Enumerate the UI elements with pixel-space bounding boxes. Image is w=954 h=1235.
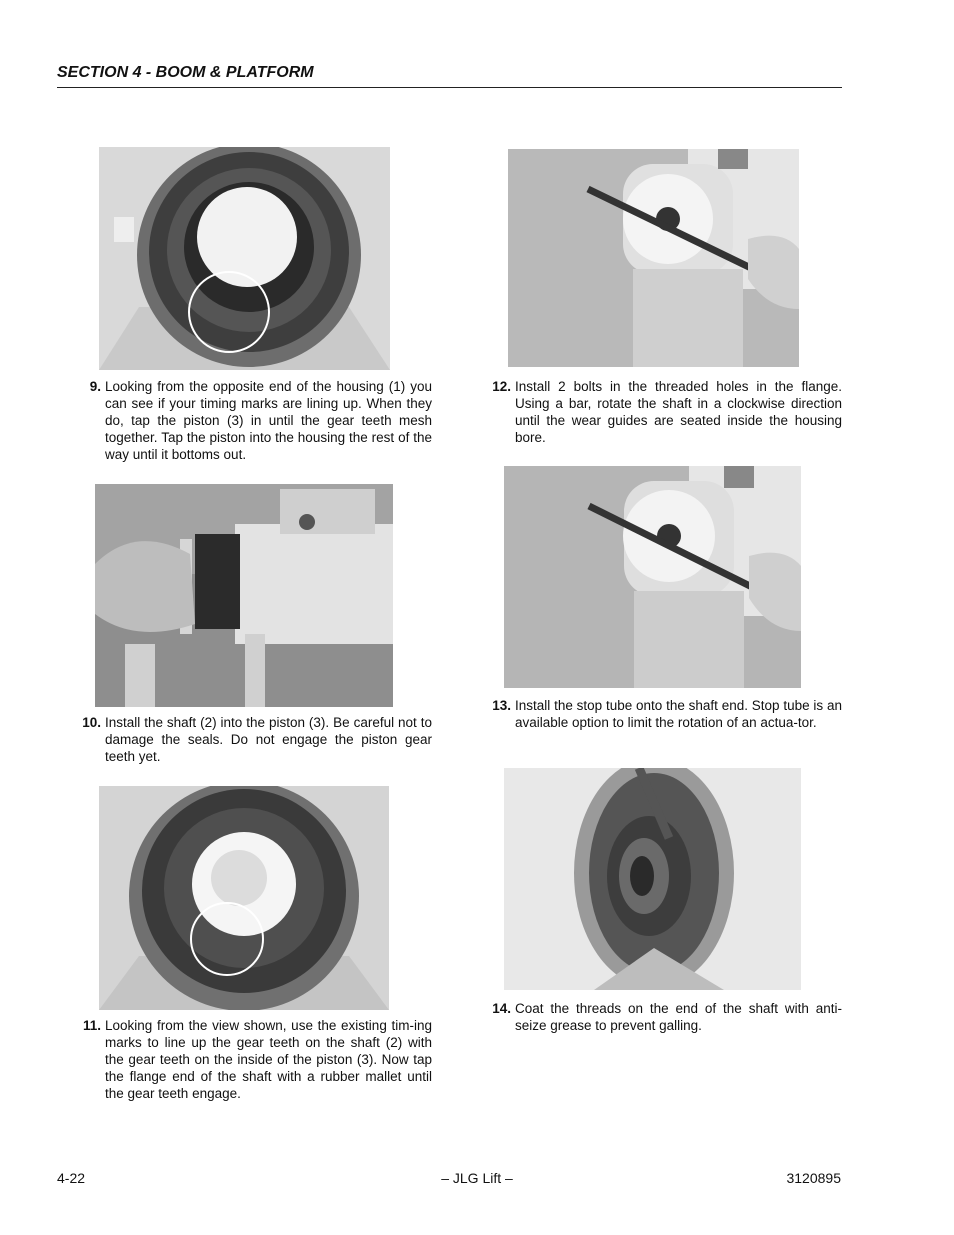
section-header: SECTION 4 - BOOM & PLATFORM [57, 64, 842, 88]
step-10 [82, 714, 432, 765]
step-12 [492, 378, 842, 446]
step-number: 10. [82, 715, 101, 730]
page-number: 4-22 [57, 1170, 86, 1186]
step-13 [492, 697, 842, 731]
photo-step-11 [99, 786, 389, 1010]
step-9 [89, 378, 432, 463]
photo-step-10 [95, 484, 393, 707]
step-text: Install 2 bolts in the threaded holes in the flange. Using a bar, rotate the shaft in a clockwise direction until the wear guides are seated inside the housing bore. [515, 379, 842, 445]
step-14 [492, 1000, 842, 1034]
step-text: Coat the threads on the end of the shaft with anti-seize grease to prevent galling. [515, 1001, 842, 1033]
step-text: Looking from the opposite end of the housing (1) you can see if your timing marks are lining up. When they do, tap the piston (3) in until the gear teeth mesh together. Tap the piston into the housing the rest of the way until it bottoms out. [105, 379, 432, 462]
photo-step-13 [504, 466, 801, 688]
step-number: 13. [492, 698, 511, 713]
photo-step-12 [508, 149, 799, 367]
step-text: Install the shaft (2) into the piston (3). Be careful not to damage the seals. Do not engage the piston gear teeth yet. [105, 715, 432, 764]
step-11 [82, 1017, 432, 1102]
step-number: 9. [89, 379, 101, 394]
doc-number: 3120895 [786, 1170, 841, 1186]
step-number: 12. [492, 379, 511, 394]
step-number: 11. [82, 1018, 101, 1033]
photo-step-9 [99, 147, 390, 370]
photo-step-14 [504, 768, 801, 990]
step-text: Install the stop tube onto the shaft end. Stop tube is an available option to limit the rotation of an actua-tor. [515, 698, 842, 730]
footer-center: – JLG Lift – [441, 1170, 513, 1186]
step-text: Looking from the view shown, use the existing tim-ing marks to line up the gear teeth on the shaft (2) with the gear teeth on the inside of the piston (3). Now tap the flange end of the shaft with a rubber mallet until the gear teeth engage. [105, 1018, 432, 1101]
step-number: 14. [492, 1001, 511, 1016]
